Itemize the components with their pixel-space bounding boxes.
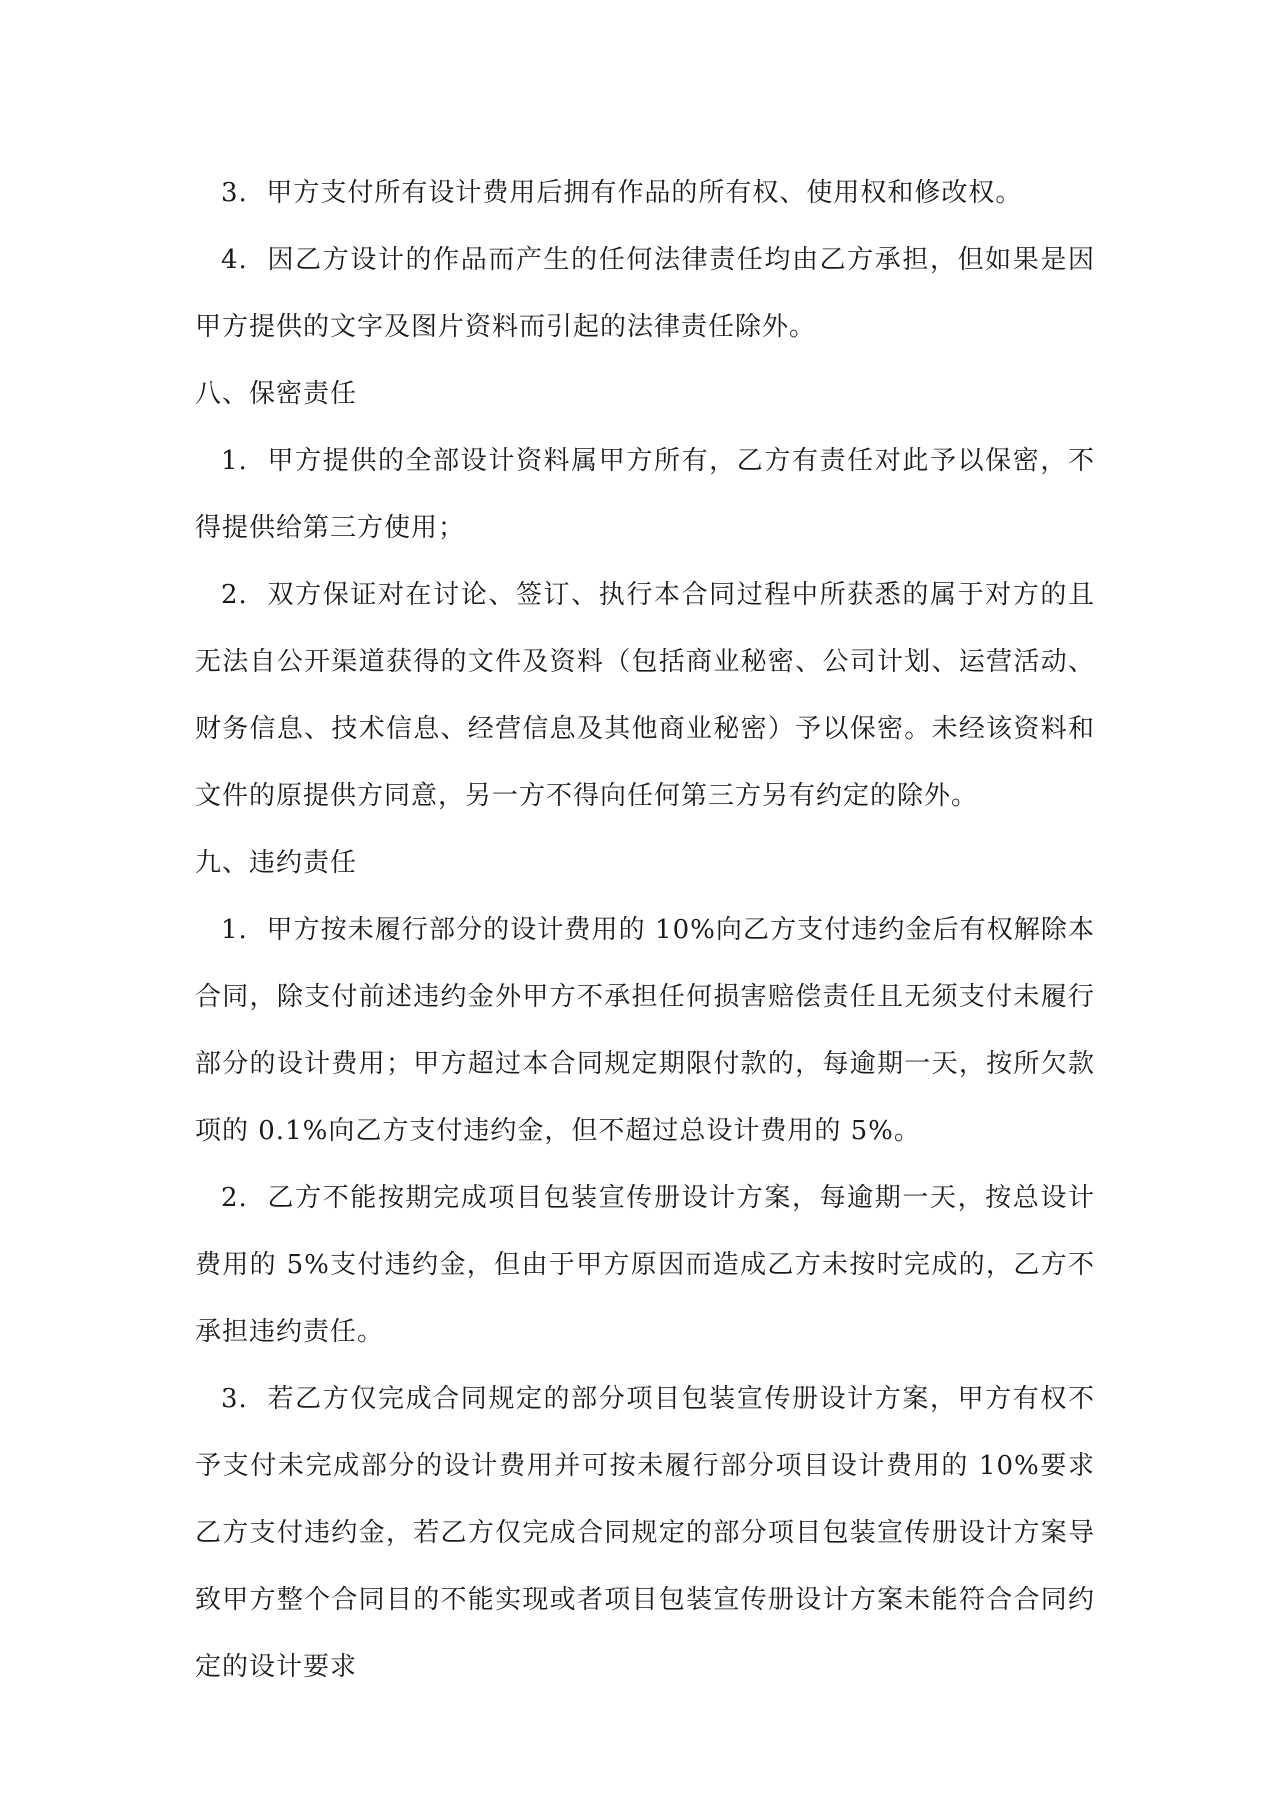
clause-8-2: 2. 双方保证对在讨论、签订、执行本合同过程中所获悉的属于对方的且无法自公开渠道获得的文件及资料（包括商业秘密、公司计划、运营活动、财务信息、技术信息、经营信息及其他商业秘密）予以保密。未经该资料和文件的原提供方同意，另一方不得向任何第三方另有约定的除外。 xyxy=(195,580,1095,811)
clause-7-4: 4. 因乙方设计的作品而产生的任何法律责任均由乙方承担，但如果是因甲方提供的文字及图片资料而引起的法律责任除外。 xyxy=(195,245,1095,342)
section-heading-confidentiality: 八、保密责任 xyxy=(195,379,358,409)
clause-7-3: 3. 甲方支付所有设计费用后拥有作品的所有权、使用权和修改权。 xyxy=(221,178,1023,208)
document-body xyxy=(195,160,1095,1701)
clause-9-2: 2. 乙方不能按期完成项目包装宣传册设计方案，每逾期一天，按总设计费用的 5%支付违约金，但由于甲方原因而造成乙方未按时完成的，乙方不承担违约责任。 xyxy=(195,1183,1095,1347)
clause-9-1: 1. 甲方按未履行部分的设计费用的 10%向乙方支付违约金后有权解除本合同，除支付前述违约金外甲方不承担任何损害赔偿责任且无须支付未履行部分的设计费用；甲方超过本合同规定期限付款的，每逾期一天，按所欠款项的 0.1%向乙方支付违约金，但不超过总设计费用的 5%。 xyxy=(195,915,1095,1146)
section-heading-breach: 九、违约责任 xyxy=(195,848,358,878)
clause-9-3: 3. 若乙方仅完成合同规定的部分项目包装宣传册设计方案，甲方有权不予支付未完成部分的设计费用并可按未履行部分项目设计费用的 10%要求乙方支付违约金，若乙方仅完成合同规定的部分项目包装宣传册设计方案导致甲方整个合同目的不能实现或者项目包装宣传册设计方案未能符合合同约定的设计要求 xyxy=(195,1384,1095,1682)
clause-8-1: 1. 甲方提供的全部设计资料属甲方所有，乙方有责任对此予以保密，不得提供给第三方使用； xyxy=(195,446,1095,543)
